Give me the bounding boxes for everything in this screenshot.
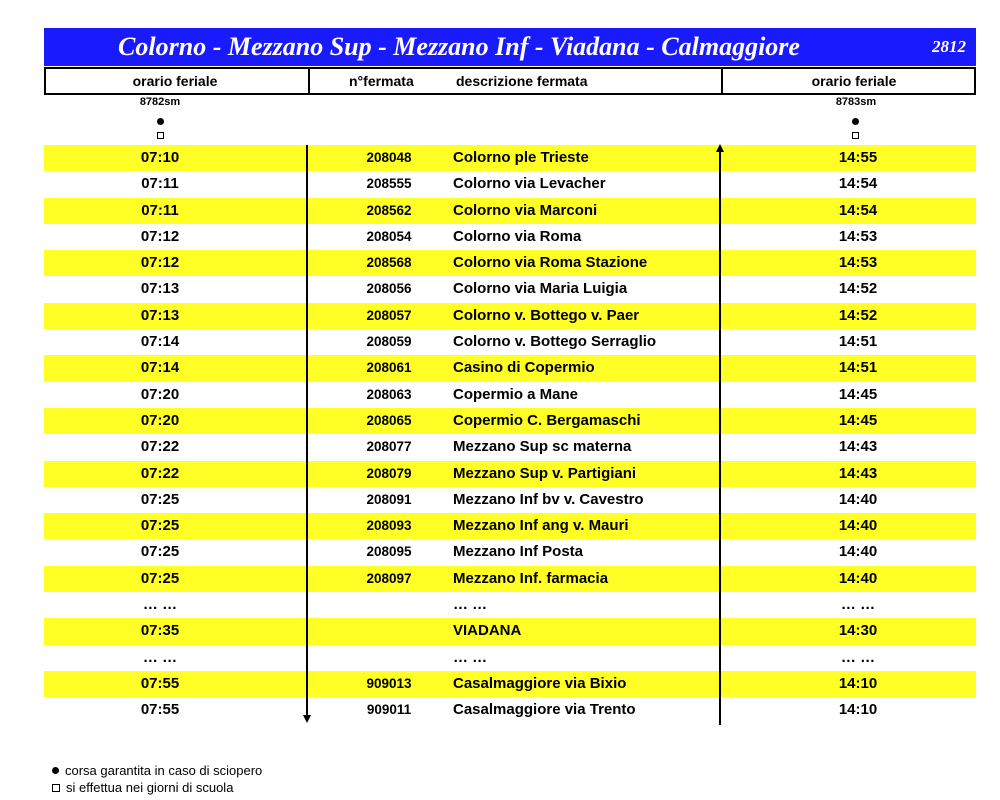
stop-number: 208097 xyxy=(366,570,412,586)
stop-number: 208568 xyxy=(366,255,412,271)
departure-time-return: 14:30 xyxy=(838,622,878,640)
departure-time-outbound: 07:22 xyxy=(140,464,180,482)
departure-time-outbound: 07:22 xyxy=(140,438,180,456)
departure-time-return: 14:43 xyxy=(838,464,878,482)
departure-time-outbound: 07:14 xyxy=(140,359,180,377)
timetable-row xyxy=(44,592,976,618)
stop-description: Casino di Copermio xyxy=(453,359,595,377)
stop-number: 208054 xyxy=(366,228,412,244)
outbound-direction-line xyxy=(306,145,308,715)
timetable-row xyxy=(44,145,976,171)
arrow-up-icon xyxy=(716,144,724,152)
departure-time-outbound: 07:13 xyxy=(140,306,180,324)
stop-description: Colorno v. Bottego v. Paer xyxy=(453,306,640,324)
stop-number: 208057 xyxy=(366,307,412,323)
route-number: 2812 xyxy=(932,37,966,56)
timetable-row xyxy=(44,461,976,487)
timetable-row xyxy=(44,645,976,671)
legend-dot-text: corsa garantita in caso di sciopero xyxy=(65,763,263,778)
stop-number: 909011 xyxy=(366,702,412,718)
stop-description: Colorno via Levacher xyxy=(453,175,606,193)
stop-number: 208091 xyxy=(366,491,412,507)
timetable-row xyxy=(44,618,976,644)
stop-description: Mezzano Inf bv v. Cavestro xyxy=(453,490,644,508)
stop-description: Mezzano Inf Posta xyxy=(453,543,584,561)
legend-square xyxy=(52,780,233,796)
stop-number: 208063 xyxy=(366,386,412,402)
departure-time-outbound: 07:13 xyxy=(140,280,180,298)
timetable-row xyxy=(44,408,976,434)
header-stop-number: n°fermata xyxy=(349,73,414,89)
departure-time-return: 14:52 xyxy=(838,280,878,298)
stop-number: 208065 xyxy=(366,412,412,428)
departure-time-outbound: 07:25 xyxy=(140,543,180,561)
timetable-row xyxy=(44,224,976,250)
trip-code-right: 8783sm xyxy=(835,96,877,108)
stop-number: 208048 xyxy=(366,150,412,165)
timetable-row xyxy=(44,171,976,197)
timetable-row xyxy=(44,539,976,565)
departure-time-return: 14:40 xyxy=(838,517,878,535)
timetable-row xyxy=(44,513,976,539)
stop-number: 208059 xyxy=(366,334,412,350)
departure-time-return: 14:54 xyxy=(838,175,878,193)
stop-description: Mezzano Sup v. Partigiani xyxy=(453,464,637,482)
departure-time-return: 14:54 xyxy=(838,201,878,219)
departure-time-return: 14:43 xyxy=(838,438,878,456)
stop-number: 208056 xyxy=(366,281,412,297)
stop-description: Colorno via Roma Stazione xyxy=(453,254,648,272)
stop-number: 208061 xyxy=(366,360,412,376)
header-stop-description: descrizione fermata xyxy=(456,73,588,89)
departure-time-outbound: 07:11 xyxy=(141,201,179,219)
departure-time-return: 14:51 xyxy=(838,333,878,351)
departure-time-return: … … xyxy=(840,596,876,614)
stop-number: 208562 xyxy=(366,202,412,218)
departure-time-return: 14:40 xyxy=(838,490,878,508)
stop-description: Mezzano Inf. farmacia xyxy=(453,569,609,587)
strike-guaranteed-dot-icon xyxy=(157,118,164,125)
stop-number: 208079 xyxy=(366,465,412,481)
stop-description: Colorno ple Trieste xyxy=(453,149,589,166)
timetable-row xyxy=(44,382,976,408)
departure-time-return: 14:51 xyxy=(838,359,878,377)
departure-time-outbound: … … xyxy=(142,596,178,614)
departure-time-outbound: 07:11 xyxy=(141,175,179,193)
timetable-row xyxy=(44,671,976,697)
departure-time-outbound: 07:20 xyxy=(140,385,180,403)
departure-time-return: 14:55 xyxy=(838,149,878,166)
departure-time-outbound: 07:12 xyxy=(140,227,180,245)
timetable-row xyxy=(44,329,976,355)
departure-time-return: 14:45 xyxy=(838,385,878,403)
departure-time-outbound: 07:55 xyxy=(140,674,180,692)
school-days-square-icon xyxy=(157,132,164,139)
stop-number: 909013 xyxy=(366,675,412,691)
departure-time-outbound: 07:55 xyxy=(140,701,180,719)
departure-time-outbound: 07:10 xyxy=(140,149,180,166)
timetable-row xyxy=(44,487,976,513)
stop-description: Colorno via Maria Luigia xyxy=(453,280,628,298)
school-days-square-icon xyxy=(852,132,859,139)
stop-number: 208077 xyxy=(366,439,412,455)
departure-time-return: 14:53 xyxy=(838,254,878,272)
departure-time-outbound: 07:25 xyxy=(140,569,180,587)
stop-description: Casalmaggiore via Trento xyxy=(453,701,636,719)
route-title: Colorno - Mezzano Sup - Mezzano Inf - Viadana - Calmaggiore xyxy=(118,32,800,61)
timetable-row xyxy=(44,434,976,460)
timetable-row xyxy=(44,276,976,302)
header-right-schedule: orario feriale xyxy=(811,73,897,89)
departure-time-return: 14:40 xyxy=(838,569,878,587)
departure-time-outbound: 07:35 xyxy=(140,622,180,640)
timetable-row xyxy=(44,198,976,224)
arrow-down-icon xyxy=(303,715,311,723)
header-left-schedule: orario feriale xyxy=(132,73,218,89)
stop-description: VIADANA xyxy=(453,622,522,640)
stop-description: … … xyxy=(453,648,488,666)
return-direction-line xyxy=(719,151,721,725)
departure-time-outbound: 07:25 xyxy=(140,517,180,535)
departure-time-return: 14:52 xyxy=(838,306,878,324)
departure-time-outbound: 07:14 xyxy=(140,333,180,351)
stop-description: … … xyxy=(453,596,488,614)
timetable-row xyxy=(44,566,976,592)
stop-number: 208555 xyxy=(366,176,412,192)
stop-number xyxy=(344,618,434,644)
timetable-row xyxy=(44,355,976,381)
stop-number: 208093 xyxy=(366,518,412,534)
square-icon xyxy=(52,784,60,792)
stop-description: Colorno via Marconi xyxy=(453,201,598,219)
departure-time-return: 14:40 xyxy=(838,543,878,561)
departure-time-outbound: … … xyxy=(142,648,178,666)
timetable-row xyxy=(44,303,976,329)
legend-dot xyxy=(52,763,262,779)
header-divider xyxy=(308,69,310,93)
stop-number xyxy=(344,592,434,618)
strike-guaranteed-dot-icon xyxy=(852,118,859,125)
dot-icon xyxy=(52,767,59,774)
stop-description: Colorno v. Bottego Serraglio xyxy=(453,333,657,351)
departure-time-return: 14:10 xyxy=(838,701,878,719)
stop-description: Copermio C. Bergamaschi xyxy=(453,411,641,429)
departure-time-return: … … xyxy=(840,648,876,666)
departure-time-return: 14:45 xyxy=(838,411,878,429)
departure-time-return: 14:53 xyxy=(838,227,878,245)
departure-time-outbound: 07:12 xyxy=(140,254,180,272)
timetable-rows xyxy=(44,145,976,724)
stop-number: 208095 xyxy=(366,544,412,560)
stop-description: Copermio a Mane xyxy=(453,385,579,403)
stop-number xyxy=(344,645,434,671)
stop-description: Mezzano Inf ang v. Mauri xyxy=(453,517,629,535)
stop-description: Casalmaggiore via Bixio xyxy=(453,674,627,692)
departure-time-return: 14:10 xyxy=(838,674,878,692)
column-header-row xyxy=(44,67,976,95)
timetable-row xyxy=(44,697,976,723)
departure-time-outbound: 07:20 xyxy=(140,411,180,429)
header-divider xyxy=(721,69,723,93)
timetable-row xyxy=(44,250,976,276)
stop-description: Mezzano Sup sc materna xyxy=(453,438,632,456)
title-bar xyxy=(44,28,976,66)
trip-code-left: 8782sm xyxy=(139,96,181,108)
stop-description: Colorno via Roma xyxy=(453,227,582,245)
legend-square-text: si effettua nei giorni di scuola xyxy=(66,780,234,795)
departure-time-outbound: 07:25 xyxy=(140,490,180,508)
